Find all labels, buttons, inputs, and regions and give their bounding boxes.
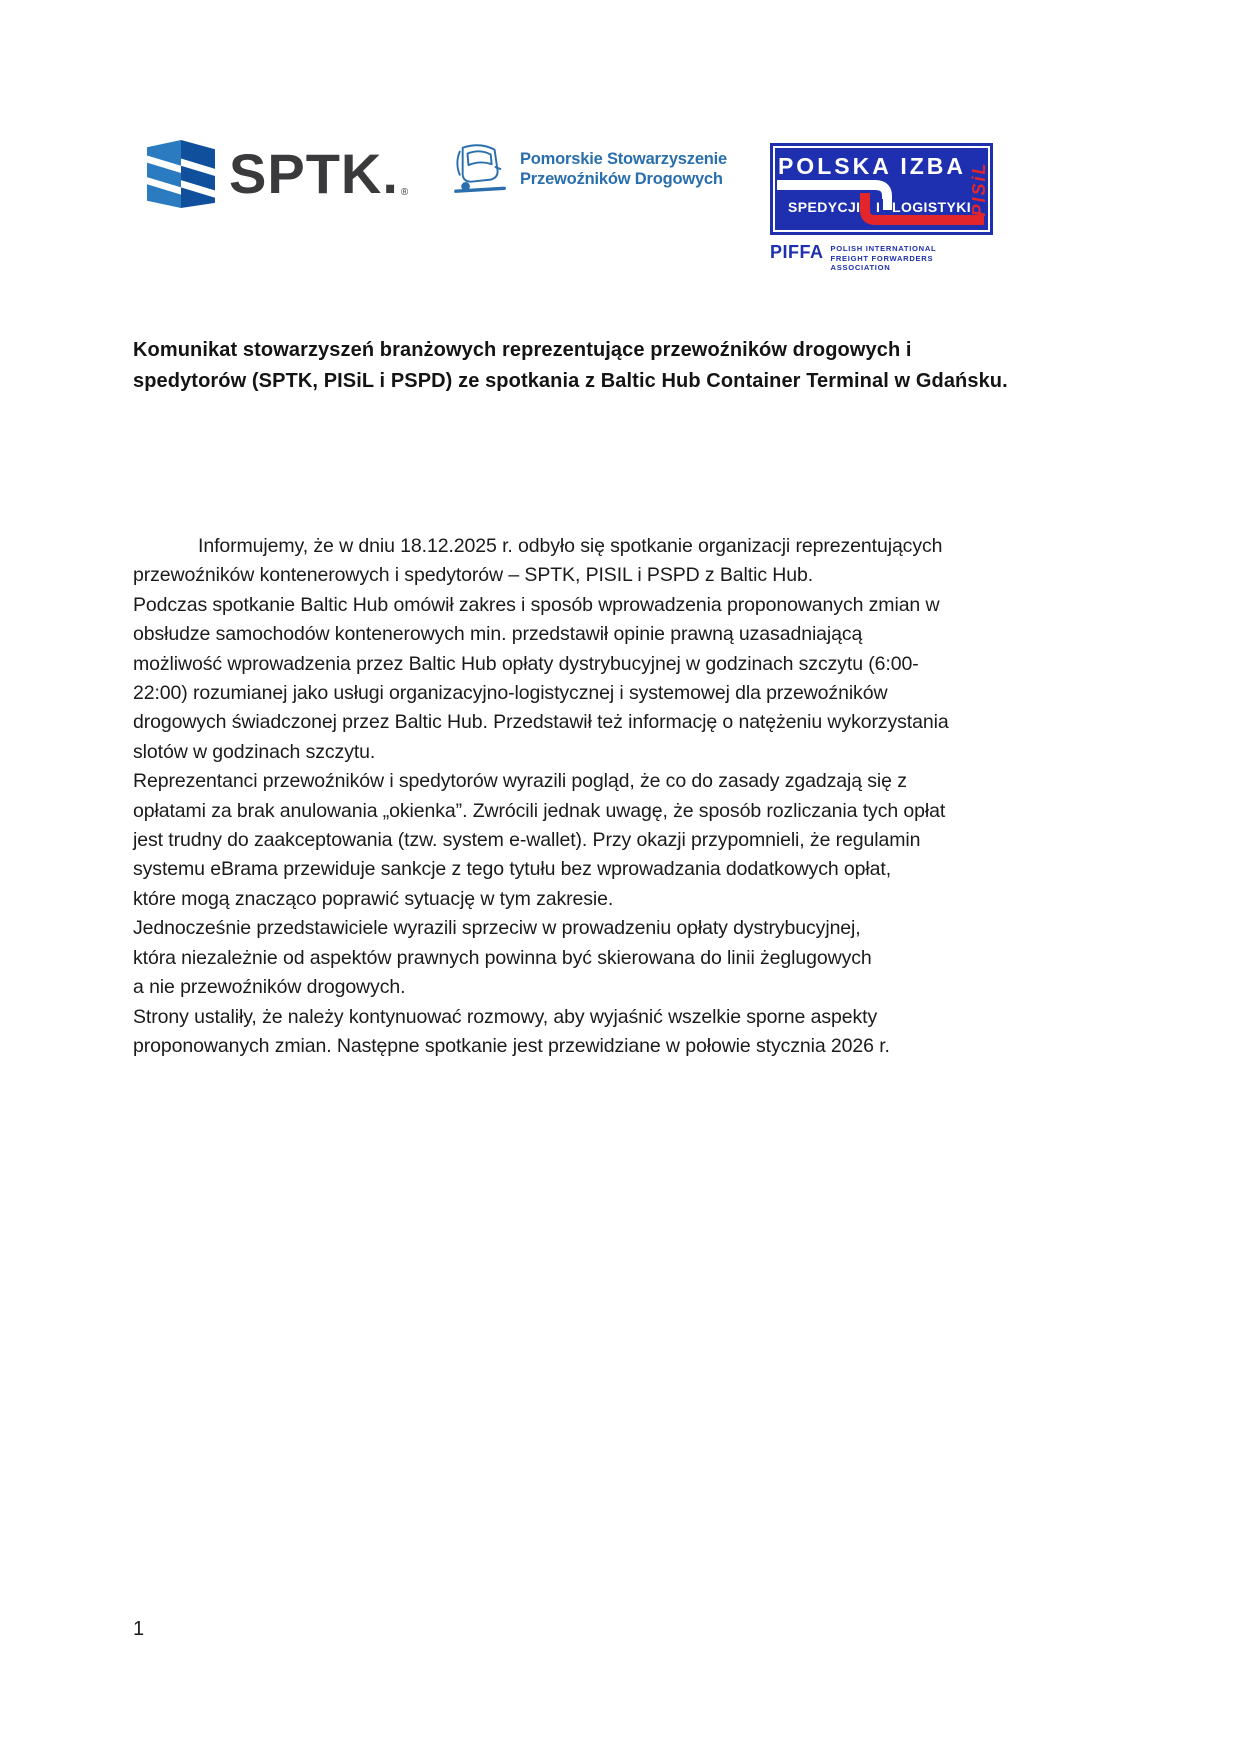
- pisil-title: POLSKA IZBA: [777, 153, 967, 179]
- body-line: 22:00) rozumianej jako usługi organizacyjno-logistycznej i systemowej dla przewoźników: [133, 682, 888, 705]
- pisil-logo-box: [770, 143, 993, 235]
- pisil-logo: [770, 143, 993, 273]
- body-line: przewoźników kontenerowych i spedytorów – SPTK, PISIL i PSPD z Baltic Hub.: [133, 564, 814, 587]
- sptk-folded-flag-icon: [147, 140, 215, 208]
- sptk-registered-mark: ®: [400, 187, 409, 198]
- pisil-subtitle-row: [770, 199, 993, 215]
- body-line: Informujemy, że w dniu 18.12.2025 r. odbyło się spotkanie organizacji reprezentujących: [198, 535, 943, 557]
- pspd-logo: [453, 142, 727, 196]
- body-line: Podczas spotkanie Baltic Hub omówił zakres i sposób wprowadzenia proponowanych zmian w: [133, 593, 940, 616]
- document-title-line2: spedytorów (SPTK, PISiL i PSPD) ze spotkania z Baltic Hub Container Terminal w Gdańsku.: [133, 369, 1008, 392]
- body-line: możliwość wprowadzenia przez Baltic Hub opłaty dystrybucyjnej w godzinach szczytu (6:00-: [133, 652, 919, 675]
- body-line: Reprezentanci przewoźników i spedytorów wyrazili pogląd, że co do zasady zgadzają się z: [133, 770, 907, 793]
- body-line: slotów w godzinach szczytu.: [133, 740, 376, 763]
- piffa-acronym: PIFFA: [770, 242, 824, 262]
- sptk-wordmark: SPTK.: [229, 142, 399, 205]
- pisil-subtitle-left: SPEDYCJI: [788, 199, 861, 215]
- piffa-full-name-line2: FREIGHT FORWARDERS ASSOCIATION: [830, 253, 934, 272]
- pspd-name: [520, 149, 727, 189]
- body-line: Strony ustaliły, że należy kontynuować rozmowy, aby wyjaśnić wszelkie sporne aspekty: [133, 1005, 878, 1028]
- sptk-logo: [147, 140, 408, 208]
- pisil-vertical-text: PISiL: [969, 161, 989, 217]
- body-line: obsłudze samochodów kontenerowych min. przedstawił opinie prawną uzasadniającą: [133, 623, 863, 646]
- body-line: a nie przewoźników drogowych.: [133, 976, 406, 999]
- piffa-caption: [770, 242, 993, 273]
- body-line: jest trudny do zaakceptowania (tzw. system e-wallet). Przy okazji przypomnieli, że regulamin: [133, 829, 921, 852]
- pspd-name-line2: Przewoźników Drogowych: [520, 170, 723, 188]
- pspd-name-line1: Pomorskie Stowarzyszenie: [520, 150, 728, 168]
- document-body: [133, 532, 1123, 1061]
- page-number: 1: [133, 1618, 145, 1640]
- truck-front-icon: [453, 142, 511, 196]
- document-title: [133, 335, 1073, 396]
- body-line: proponowanych zmian. Następne spotkanie jest przewidziane w połowie stycznia 2026 r.: [133, 1034, 890, 1057]
- body-line: która niezależnie od aspektów prawnych powinna być skierowana do linii żeglugowych: [133, 946, 872, 969]
- body-line: Jednocześnie przedstawiciele wyrazili sprzeciw w prowadzeniu opłaty dystrybucyjnej,: [133, 917, 861, 940]
- body-line: opłatami za brak anulowania „okienka”. Zwrócili jednak uwagę, że sposób rozliczania tych opłat: [133, 799, 946, 822]
- body-line: drogowych świadczonej przez Baltic Hub. Przedstawił też informację o natężeniu wykorzystania: [133, 711, 949, 734]
- pisil-subtitle-mid: I: [873, 199, 883, 215]
- document-title-line1: Komunikat stowarzyszeń branżowych reprezentujące przewoźników drogowych i: [133, 339, 912, 361]
- piffa-full-name: [831, 244, 993, 273]
- pisil-subtitle-right: LOGISTYKI: [892, 199, 972, 215]
- body-line: systemu eBrama przewiduje sankcje z tego tytułu bez wprowadzania dodatkowych opłat,: [133, 858, 892, 881]
- piffa-full-name-line1: POLISH INTERNATIONAL: [830, 244, 937, 253]
- body-line: które mogą znacząco poprawić sytuację w tym zakresie.: [133, 887, 614, 910]
